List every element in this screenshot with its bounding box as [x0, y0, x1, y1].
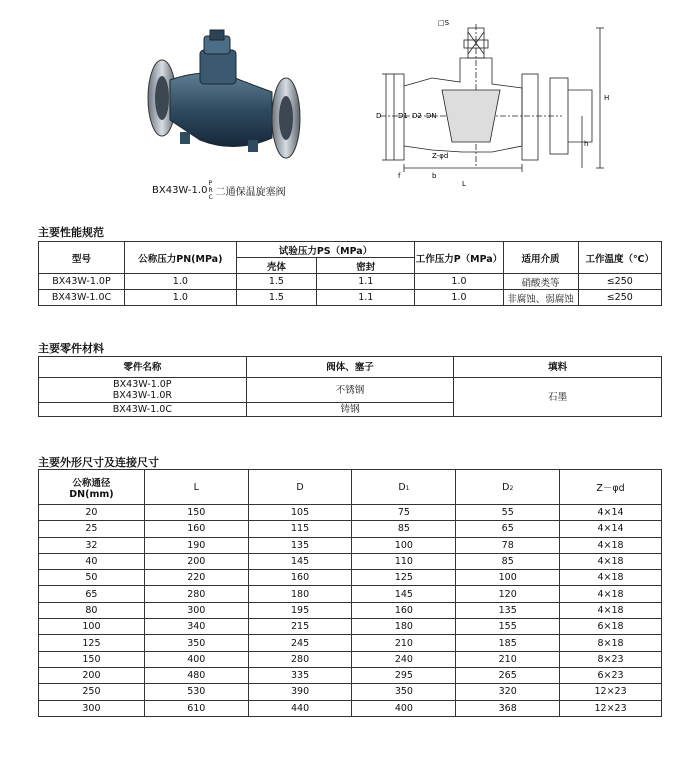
- dim-cell: 150: [144, 505, 248, 521]
- dim-cell: 220: [144, 570, 248, 586]
- mat-part-line: BX43W-1.0R: [112, 390, 172, 401]
- dim-cell: 115: [248, 521, 352, 537]
- table-row: [39, 700, 662, 716]
- dim-header-dn-line1: 公称通径: [72, 477, 111, 489]
- dim-cell: 160: [144, 521, 248, 537]
- dim-cell: 55: [456, 505, 560, 521]
- dim-cell: 8×23: [560, 651, 662, 667]
- mat-part-line: BX43W-1.0P: [113, 379, 172, 390]
- table-row: [39, 602, 662, 618]
- dim-header-dn-line2: DN(mm): [69, 488, 114, 500]
- mat-header-body: 阀体、塞子: [246, 357, 454, 378]
- dim-cell: 185: [456, 635, 560, 651]
- dim-header-D1-main: D: [398, 481, 406, 493]
- dim-cell: 78: [456, 537, 560, 553]
- dim-header-D2-main: D: [502, 481, 510, 493]
- label-zphi: Z-φd: [432, 152, 449, 160]
- caption-suffix-r: R: [208, 187, 213, 194]
- caption-name: 二通保温旋塞阀: [215, 187, 286, 198]
- dim-cell: 25: [39, 521, 145, 537]
- dim-header-z: Z－φd: [560, 470, 662, 505]
- dim-cell: 480: [144, 667, 248, 683]
- dim-cell: 100: [456, 570, 560, 586]
- dim-cell: 145: [352, 586, 456, 602]
- dim-cell: 240: [352, 651, 456, 667]
- dim-cell: 4×18: [560, 570, 662, 586]
- label-H: H: [604, 94, 610, 102]
- table-row: [39, 290, 662, 306]
- dim-cell: 320: [456, 684, 560, 700]
- dim-cell: 265: [456, 667, 560, 683]
- dim-cell: 190: [144, 537, 248, 553]
- mat-header-part: 零件名称: [39, 357, 247, 378]
- performance-table: [38, 241, 662, 306]
- perf-cell: 1.0: [124, 290, 236, 306]
- perf-header-temp: 工作温度（℃）: [578, 242, 661, 274]
- label-D: D: [376, 112, 382, 120]
- dim-cell: 40: [39, 553, 145, 569]
- dim-cell: 65: [39, 586, 145, 602]
- dim-cell: 160: [352, 602, 456, 618]
- table-row: [39, 505, 662, 521]
- dim-cell: 12×23: [560, 700, 662, 716]
- table-row: [39, 651, 662, 667]
- materials-title: 主要零件材料: [38, 342, 104, 355]
- perf-cell: 硝酸类等: [503, 274, 578, 290]
- perf-cell: BX43W-1.0C: [39, 290, 125, 306]
- table-row: [39, 586, 662, 602]
- photo-caption: [152, 180, 286, 201]
- dim-cell: 400: [144, 651, 248, 667]
- table-row: [39, 274, 662, 290]
- dim-header-D: D: [248, 470, 352, 505]
- caption-suffix-c: C: [208, 194, 213, 201]
- perf-cell: ≤250: [578, 290, 661, 306]
- dim-cell: 335: [248, 667, 352, 683]
- dim-cell: 4×18: [560, 537, 662, 553]
- perf-cell: BX43W-1.0P: [39, 274, 125, 290]
- dim-cell: 350: [352, 684, 456, 700]
- perf-header-shell: 壳体: [236, 258, 316, 274]
- mat-body-cell: 不锈钢: [246, 378, 454, 403]
- dim-cell: 200: [39, 667, 145, 683]
- perf-header-work: 工作压力P（MPa）: [415, 242, 503, 274]
- dim-cell: 85: [456, 553, 560, 569]
- label-D2: D2: [412, 112, 422, 120]
- table-row: [39, 537, 662, 553]
- dim-cell: 110: [352, 553, 456, 569]
- dim-cell: 295: [352, 667, 456, 683]
- dim-cell: 350: [144, 635, 248, 651]
- dim-cell: 150: [39, 651, 145, 667]
- dim-cell: 610: [144, 700, 248, 716]
- mat-header-packing: 填料: [454, 357, 662, 378]
- dim-cell: 210: [352, 635, 456, 651]
- perf-cell: ≤250: [578, 274, 661, 290]
- mat-body-cell: 铸钢: [246, 403, 454, 417]
- dim-cell: 215: [248, 619, 352, 635]
- dim-cell: 4×14: [560, 521, 662, 537]
- label-D1: D1: [398, 112, 408, 120]
- table-row: [39, 619, 662, 635]
- dim-cell: 135: [248, 537, 352, 553]
- dim-header-dn: [39, 470, 145, 505]
- dim-cell: 4×18: [560, 602, 662, 618]
- mat-part-cell: [39, 378, 247, 403]
- perf-header-seal: 密封: [317, 258, 415, 274]
- table-row: [39, 378, 662, 403]
- dim-cell: 300: [144, 602, 248, 618]
- caption-suffix: [208, 180, 212, 201]
- mat-packing-cell: 石墨: [454, 378, 662, 417]
- perf-header-model: 型号: [39, 242, 125, 274]
- dim-cell: 145: [248, 553, 352, 569]
- dim-cell: 180: [352, 619, 456, 635]
- perf-cell: 1.5: [236, 274, 316, 290]
- mat-part-cell: BX43W-1.0C: [39, 403, 247, 417]
- perf-header-medium: 适用介质: [503, 242, 578, 274]
- dim-cell: 390: [248, 684, 352, 700]
- dim-cell: 200: [144, 553, 248, 569]
- dim-cell: 135: [456, 602, 560, 618]
- dim-header-L: L: [144, 470, 248, 505]
- dim-cell: 6×18: [560, 619, 662, 635]
- dim-cell: 65: [456, 521, 560, 537]
- dim-cell: 50: [39, 570, 145, 586]
- perf-cell: 1.1: [317, 290, 415, 306]
- dim-cell: 100: [352, 537, 456, 553]
- perf-header-pn: 公称压力PN(MPa): [124, 242, 236, 274]
- dim-cell: 125: [352, 570, 456, 586]
- valve-photo: [140, 28, 308, 176]
- label-square: □S: [438, 19, 450, 27]
- perf-cell: 非腐蚀、弱腐蚀: [503, 290, 578, 306]
- valve-section-drawing: [372, 18, 694, 194]
- label-h: h: [584, 140, 589, 148]
- table-row: [39, 521, 662, 537]
- perf-cell: 1.0: [124, 274, 236, 290]
- dimensions-table: [38, 469, 662, 717]
- dimensions-title: 主要外形尺寸及连接尺寸: [38, 456, 159, 469]
- dim-cell: 280: [248, 651, 352, 667]
- dim-cell: 80: [39, 602, 145, 618]
- dim-cell: 250: [39, 684, 145, 700]
- dim-cell: 12×23: [560, 684, 662, 700]
- dim-cell: 8×18: [560, 635, 662, 651]
- dim-cell: 210: [456, 651, 560, 667]
- table-row: [39, 635, 662, 651]
- dim-cell: 75: [352, 505, 456, 521]
- dim-header-D2-sub: 2: [509, 484, 514, 492]
- dim-cell: 340: [144, 619, 248, 635]
- dim-header-D1-sub: 1: [405, 484, 410, 492]
- dim-cell: 4×14: [560, 505, 662, 521]
- dim-cell: 6×23: [560, 667, 662, 683]
- dim-cell: 120: [456, 586, 560, 602]
- dim-cell: 300: [39, 700, 145, 716]
- label-b: b: [432, 172, 437, 180]
- dim-cell: 245: [248, 635, 352, 651]
- dim-cell: 32: [39, 537, 145, 553]
- dim-cell: 195: [248, 602, 352, 618]
- perf-cell: 1.5: [236, 290, 316, 306]
- dim-cell: 85: [352, 521, 456, 537]
- label-DN: DN: [426, 112, 437, 120]
- table-row: [39, 684, 662, 700]
- table-row: [39, 667, 662, 683]
- dim-cell: 155: [456, 619, 560, 635]
- dim-cell: 368: [456, 700, 560, 716]
- dim-cell: 105: [248, 505, 352, 521]
- caption-suffix-p: P: [208, 180, 213, 187]
- perf-cell: 1.0: [415, 274, 503, 290]
- dim-header-D1: [352, 470, 456, 505]
- dim-header-D2: [456, 470, 560, 505]
- dim-cell: 440: [248, 700, 352, 716]
- dim-cell: 4×18: [560, 553, 662, 569]
- table-row: [39, 553, 662, 569]
- dim-cell: 20: [39, 505, 145, 521]
- dimensions-table-body: [39, 505, 662, 717]
- dim-cell: 180: [248, 586, 352, 602]
- perf-cell: 1.0: [415, 290, 503, 306]
- table-row: [39, 570, 662, 586]
- dim-cell: 4×18: [560, 586, 662, 602]
- dim-cell: 100: [39, 619, 145, 635]
- dim-cell: 125: [39, 635, 145, 651]
- caption-model: BX43W-1.0: [152, 185, 208, 196]
- dim-cell: 530: [144, 684, 248, 700]
- label-f: f: [398, 172, 401, 180]
- materials-table: [38, 356, 662, 417]
- dim-cell: 160: [248, 570, 352, 586]
- performance-title: 主要性能规范: [38, 226, 104, 239]
- dim-cell: 280: [144, 586, 248, 602]
- dim-cell: 400: [352, 700, 456, 716]
- perf-cell: 1.1: [317, 274, 415, 290]
- perf-header-test: 试验压力PS（MPa）: [236, 242, 415, 258]
- label-L: L: [462, 180, 466, 188]
